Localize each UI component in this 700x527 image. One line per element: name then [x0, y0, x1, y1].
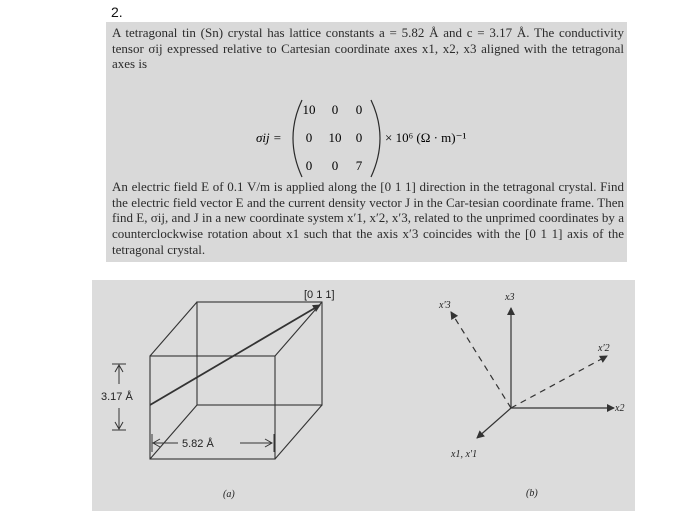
problem-body: An electric field E of 0.1 V/m is applied along the [0 1 1] direction in the tetragonal crystal. Find the electric field vector E and the current density vector J in the Car-tesian coordinate frame. Then find E, σij, and J in a new coordinate system x′1, x′2, x′3, related to the unprimed coordinates by a counterclockwise rotation about x1 such that the axis x′3 coincides with the [0 1 1] axis of the tetragonal crystal.	[112, 179, 624, 257]
tetragonal-box	[150, 302, 322, 459]
height-label: 3.17 Å	[101, 391, 133, 403]
direction-011-label: [0 1 1]	[304, 289, 335, 301]
matrix-cell: 0	[331, 158, 339, 173]
problem-text-block	[106, 22, 627, 262]
x3-prime-label: x′3	[439, 300, 451, 311]
x1-label: x1, x′1	[451, 449, 478, 460]
matrix-cell: 0	[305, 130, 313, 145]
figure-b-caption: (b)	[526, 488, 538, 499]
problem-number: 2.	[111, 4, 123, 20]
matrix-cell: 0	[355, 102, 363, 117]
figure-svg	[92, 280, 635, 511]
direction-011-arrow	[150, 305, 320, 405]
problem-intro: A tetragonal tin (Sn) crystal has lattice constants a = 5.82 Å and c = 3.17 Å. The conductivity tensor σij expressed relative to Cartesian coordinate axes x1, x2, x3 aligned with the tetragonal axes is	[112, 25, 624, 72]
matrix-left-paren	[293, 100, 302, 177]
matrix-cell: 7	[355, 158, 363, 173]
x3-label: x3	[505, 292, 515, 303]
matrix-cell: 10	[302, 102, 316, 117]
x2-label: x2	[615, 403, 625, 414]
matrix-factor: × 10⁶ (Ω · m)⁻¹	[385, 130, 467, 145]
figure-a-caption: (a)	[223, 489, 235, 500]
matrix-cell: 10	[328, 130, 342, 145]
matrix-right-paren	[371, 100, 380, 177]
matrix-lhs: σij =	[256, 130, 282, 145]
conductivity-matrix	[106, 94, 627, 184]
matrix-cell: 0	[331, 102, 339, 117]
matrix-cell: 0	[305, 158, 313, 173]
width-label: 5.82 Å	[182, 438, 214, 450]
coordinate-axes	[451, 308, 614, 438]
figure-block	[92, 280, 635, 511]
matrix-cell: 0	[355, 130, 363, 145]
x2-prime-label: x′2	[598, 343, 610, 354]
